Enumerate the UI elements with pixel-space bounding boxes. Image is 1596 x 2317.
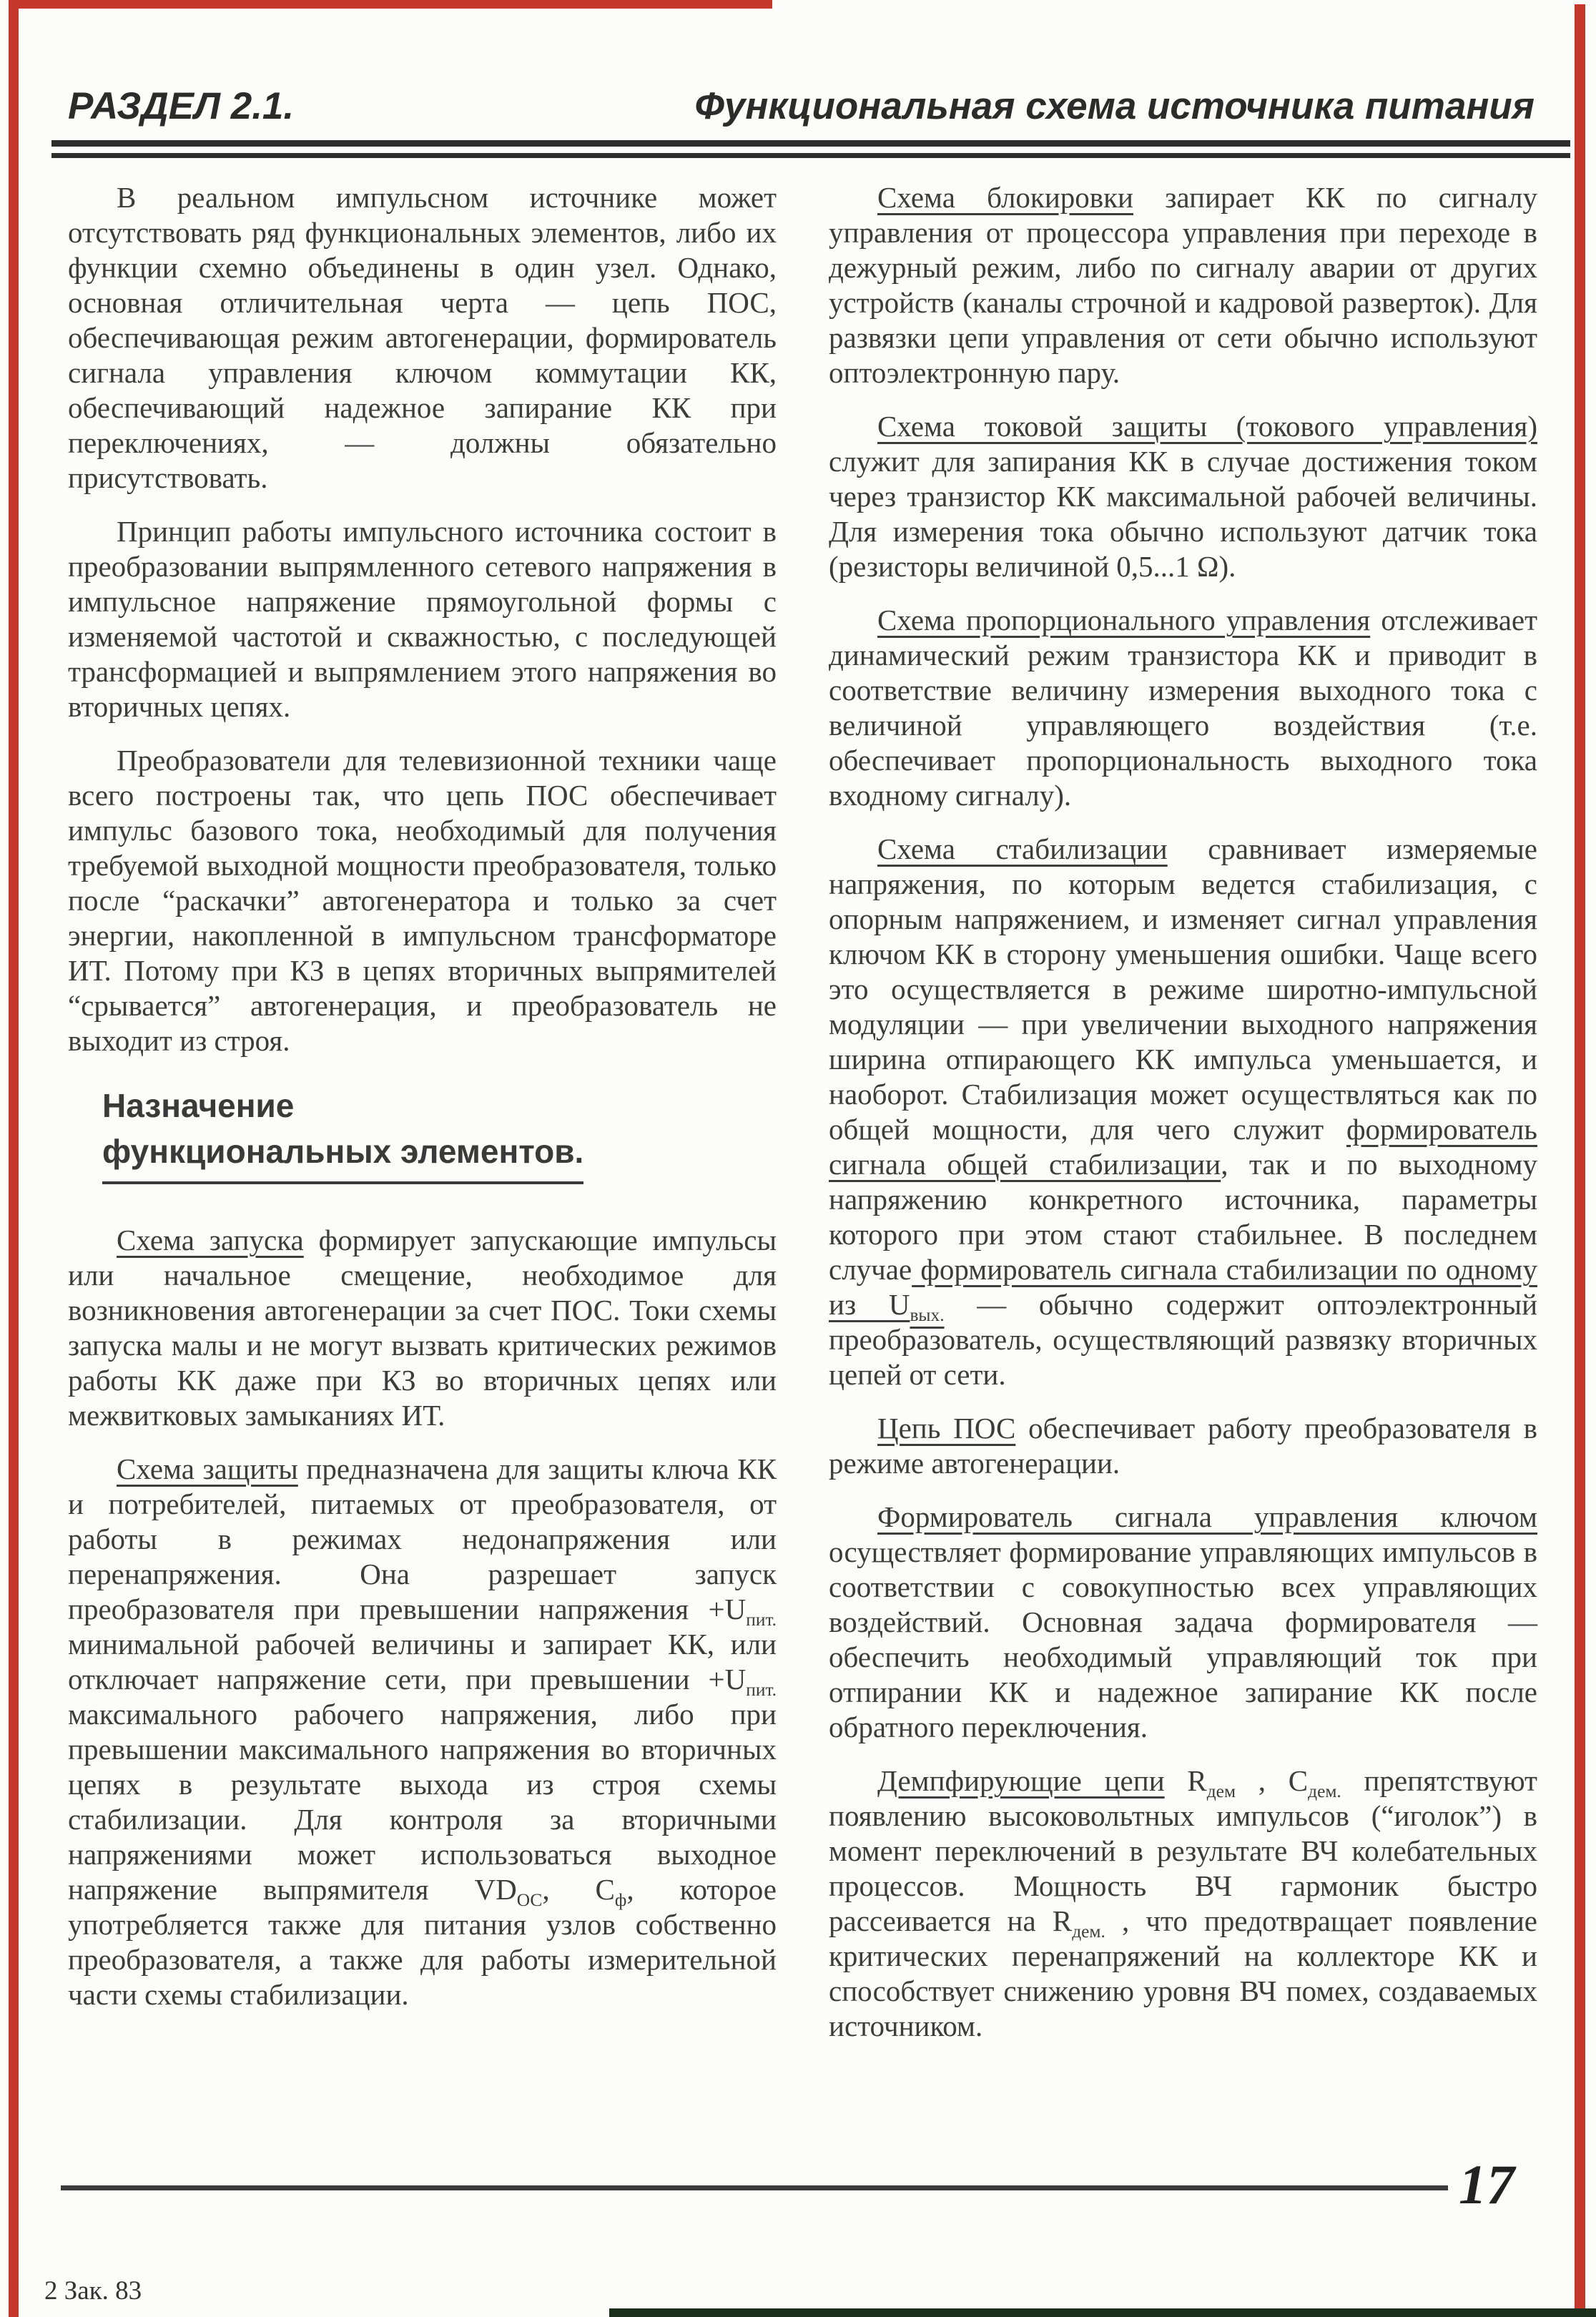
- bottom-edge-line: [609, 2308, 1596, 2317]
- section-heading: [102, 1083, 777, 1184]
- header-double-rule: [51, 140, 1570, 158]
- paragraph: Преобразователи для телевизионной техники чаще всего построены так, что цепь ПОС обеспечивает импульс базового тока, необходимый для получения требуемой выходной мощности преобразователя, только после “раскачки” автогенератора и только за счет энергии, накопленной в импульсном трансформаторе ИТ. Потому при КЗ в цепях вторичных выпрямителей “срывается” автогенерация, и преобразователь не выходит из строя.: [68, 744, 777, 1057]
- footer-rule: [61, 2185, 1448, 2190]
- chapter-title: Функциональная схема источника питания: [694, 85, 1535, 127]
- paragraph: Схема пропорционального управления отслеживает динамический режим транзистора КК и приводит в соответствие величину измерения выходного тока с величиной управляющего воздействия (т.е. обеспечивает пропорциональность выходного тока входному сигналу).: [829, 604, 1538, 812]
- section-heading-line1: Назначение: [102, 1087, 295, 1124]
- left-column: [68, 180, 777, 2062]
- paragraph: Формирователь сигнала управления ключом осуществляет формирование управляющих импульсов в соответствии с совокупностью всех управляющих воздействий. Основная задача формирователя — обеспечить необходимый управляющий ток при отпирании КК и надежное запирание КК после обратного переключения.: [829, 1500, 1537, 1743]
- page-number: 17: [1459, 2153, 1514, 2215]
- section-label: РАЗДЕЛ 2.1.: [68, 85, 295, 127]
- red-edge-marker-right: [1575, 4, 1585, 2311]
- red-edge-marker-top: [9, 0, 772, 9]
- paragraph: Схема защиты предназначена для защиты ключа КК и потребителей, питаемых от преобразователя, от работы в режимах недонапряжения или перенапряжения. Она разрешает запуск преобразователя при превышении напряжения $+U_{пит.}$ минимальной рабочей величины и запирает КК, или отключает напряжение сети, при превышении $+U_{пит.}$ максимального рабочего напряжения, либо при превышении максимального напряжения во вторичных цепях в результате выхода из строя схемы стабилизации. Для контроля за вторичными напряжениями может использоваться выходное напряжение выпрямителя $VD_{ОС}$, $С_ф$, которое употребляется также для питания узлов собственно преобразователя, а также для работы измерительной части схемы стабилизации.: [68, 1452, 777, 2011]
- paragraph: Схема токовой защиты (токового управления) служит для запирания КК в случае достижения током через транзистор КК максимальной рабочей величины. Для измерения тока обычно используют датчик тока (резисторы величиной 0,5...1 Ω).: [829, 410, 1537, 583]
- text-columns: [68, 180, 1537, 2062]
- paragraph: Цепь ПОС обеспечивает работу преобразователя в режиме автогенерации.: [829, 1412, 1537, 1480]
- section-heading-line2: функциональных элементов.: [102, 1128, 583, 1184]
- paragraph: Схема блокировки запирает КК по сигналу управления от процессора управления при переходе в дежурный режим, либо по сигналу аварии от других устройств (каналы строчной и кадровой разверток). Для развязки цепи управления от сети обычно используют оптоэлектронную пару.: [829, 181, 1537, 389]
- paragraph: Демпфирующие цепи $R_{дем}$ , $С_{дем.}$ препятствуют появлению высоковольтных импульсов (“иголок”) в момент переключений в результате ВЧ колебательных процессов. Мощность ВЧ гармоник быстро рассеивается на $R_{дем.}$ , что предотвращает появление критических перенапряжений на коллекторе КК и способствует снижению уровня ВЧ помех, создаваемых источником.: [829, 1764, 1537, 2042]
- page-header: [68, 84, 1535, 128]
- print-imprint: 2 Зак. 83: [44, 2276, 142, 2306]
- red-edge-marker-left: [9, 0, 19, 2317]
- paragraph: Принцип работы импульсного источника состоит в преобразовании выпрямленного сетевого напряжения в импульсное напряжение прямоугольной формы с изменяемой частотой и скважностью, с последующей трансформацией и выпрямлением этого напряжения во вторичных цепях.: [68, 515, 777, 723]
- paragraph: Схема запуска формирует запускающие импульсы или начальное смещение, необходимое для возникновения автогенерации за счет ПОС. Токи схемы запуска малы и не могут вызвать критических режимов работы КК даже при КЗ во вторичных цепях или межвитковых замыканиях ИТ.: [68, 1224, 777, 1432]
- paragraph: Схема стабилизации сравнивает измеряемые напряжения, по которым ведется стабилизация, с опорным напряжением, и изменяет сигнал управления ключом КК в сторону уменьшения ошибки. Чаще всего это осуществляется в режиме широтно-импульсной модуляции — при увеличении выходного напряжения ширина отпирающего КК импульса уменьшается, и наоборот. Стабилизация может осуществляться как по общей мощности, для чего служит формирователь сигнала общей стабилизации, так и по выходному напряжению конкретного источника, параметры которого при этом стают стабильнее. В последнем случае формирователь сигнала стабилизации по одному из $U_{вых.}$ — обычно содержит оптоэлектронный преобразователь, осуществляющий развязку вторичных цепей от сети.: [829, 832, 1538, 1391]
- paragraph: В реальном импульсном источнике может отсутствовать ряд функциональных элементов, либо их функции схемно объединены в один узел. Однако, основная отличительная черта — цепь ПОС, обеспечивающая режим автогенерации, формирователь сигнала управления ключом коммутации КК, обеспечивающий надежное запирание КК при переключениях, — должны обязательно присутствовать.: [68, 181, 777, 494]
- right-column: [829, 180, 1537, 2062]
